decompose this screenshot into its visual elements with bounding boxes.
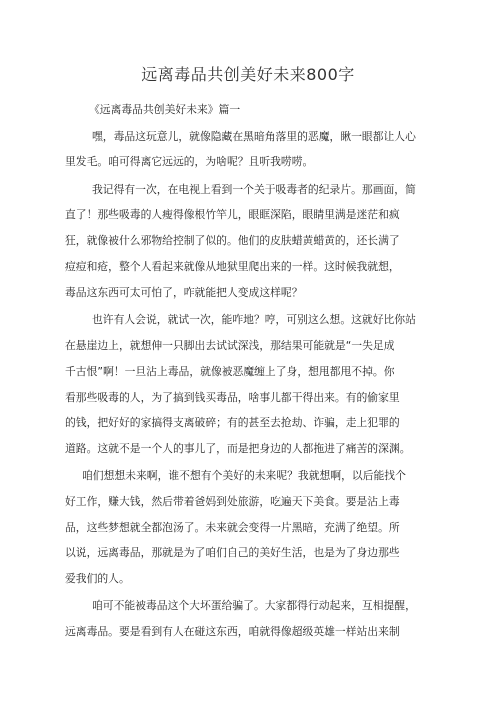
text-line-16: 品，这些梦想就全都泡汤了。未来就会变得一片黑暗，充满了绝望。所 <box>65 521 400 534</box>
text-line-9: 在悬崖边上，就想伸一只脚出去试试深浅，那结果可能就是“一失足成 <box>65 339 395 352</box>
text-line-19: 咱可不能被毒品这个大坏蛋给骗了。大家都得行动起来，互相提醒， <box>92 599 416 612</box>
text-line-5: 狂，就像被什么邪物给控制了似的。他们的皮肤蜡黄蜡黄的，还长满了 <box>65 234 400 247</box>
text-line-10: 千古恨”啊！一旦沾上毒品，就像被恶魔缠上了身，想甩都甩不掉。你 <box>65 365 395 378</box>
text-line-14: 咱们想想未来啊，谁不想有个美好的未来呢？我就想啊，以后能找个 <box>82 469 406 482</box>
text-line-7: 毒品这东西可太可怕了，咋就能把人变成这样呢？ <box>65 286 303 299</box>
text-line-18: 爱我们的人。 <box>65 572 130 585</box>
text-line-6: 痘痘和疮，整个人看起来就像从地狱里爬出来的一样。这时候我就想， <box>65 260 400 273</box>
text-line-15: 好工作，赚大钱，然后带着爸妈到处旅游，吃遍天下美食。要是沾上毒 <box>65 495 400 508</box>
text-line-13: 道路。这就不是一个人的事儿了，而是把身边的人都拖进了痛苦的深渊。 <box>65 442 411 455</box>
page-title: 远离毒品共创美好未来800字 <box>141 65 355 84</box>
text-line-8: 也许有人会说，就试一次，能咋地？哼，可别这么想。这就好比你站 <box>92 313 416 326</box>
text-line-2: 里发毛。咱可得离它远远的，为啥呢？且听我唠唠。 <box>65 155 314 168</box>
text-line-4: 直了！那些吸毒的人瘦得像根竹竿儿，眼眶深陷，眼睛里满是迷茫和疯 <box>65 208 400 221</box>
article-subtitle: 《远离毒品共创美好未来》篇一 <box>89 103 241 116</box>
text-line-11: 看那些吸毒的人，为了搞到钱买毒品，啥事儿都干得出来。有的偷家里 <box>65 391 400 404</box>
text-line-20: 远离毒品。要是看到有人在碰这东西，咱就得像超级英雄一样站出来制 <box>65 625 400 638</box>
text-line-3: 我记得有一次，在电视上看到一个关于吸毒者的纪录片。那画面，简 <box>92 183 416 196</box>
text-line-17: 以说，远离毒品，那就是为了咱们自己的美好生活，也是为了身边那些 <box>65 546 400 559</box>
text-line-12: 的钱，把好好的家搞得支离破碎；有的甚至去抢劫、诈骗，走上犯罪的 <box>65 416 400 429</box>
text-line-1: 嘿，毒品这玩意儿，就像隐藏在黑暗角落里的恶魔，瞅一眼都让人心 <box>92 130 416 143</box>
